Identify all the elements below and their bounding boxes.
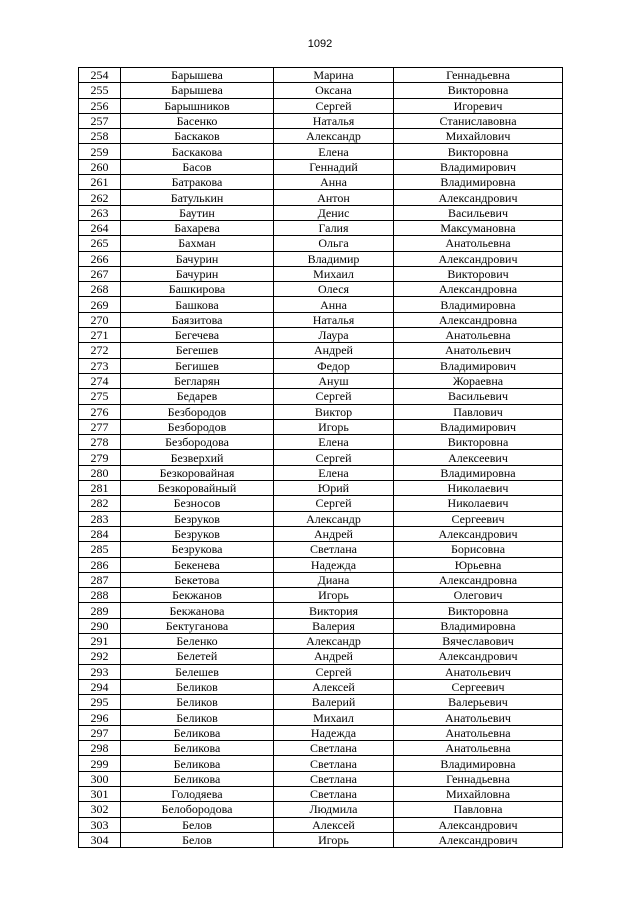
row-number-cell: 304 [79,832,121,847]
row-number-cell: 259 [79,144,121,159]
last-name-cell: Безкоровайная [121,465,274,480]
row-number-cell: 265 [79,236,121,251]
table-row [79,68,563,83]
first-name-cell: Александр [274,633,394,648]
first-name-cell: Светлана [274,542,394,557]
table-row [79,297,563,312]
last-name-cell: Бегишев [121,358,274,373]
first-name-cell: Светлана [274,771,394,786]
patronymic-cell: Анатольевна [394,328,563,343]
first-name-cell: Оксана [274,83,394,98]
last-name-cell: Беликов [121,679,274,694]
first-name-cell: Светлана [274,741,394,756]
last-name-cell: Безбородов [121,419,274,434]
table-row [79,129,563,144]
patronymic-cell: Владимировна [394,618,563,633]
table-row [79,220,563,235]
register-table [78,67,563,848]
first-name-cell: Елена [274,144,394,159]
patronymic-cell: Владимировна [394,465,563,480]
last-name-cell: Беликов [121,710,274,725]
table-row [79,542,563,557]
table-row [79,618,563,633]
last-name-cell: Баутин [121,205,274,220]
first-name-cell: Надежда [274,557,394,572]
patronymic-cell: Игоревич [394,98,563,113]
last-name-cell: Барышева [121,83,274,98]
patronymic-cell: Викторовна [394,83,563,98]
row-number-cell: 285 [79,542,121,557]
patronymic-cell: Михайловна [394,786,563,801]
first-name-cell: Елена [274,465,394,480]
table-row [79,725,563,740]
last-name-cell: Батулькин [121,190,274,205]
patronymic-cell: Владимирович [394,159,563,174]
first-name-cell: Светлана [274,756,394,771]
patronymic-cell: Александровна [394,282,563,297]
first-name-cell: Виктория [274,603,394,618]
patronymic-cell: Жораевна [394,373,563,388]
patronymic-cell: Сергеевич [394,679,563,694]
patronymic-cell: Анатольевна [394,725,563,740]
row-number-cell: 297 [79,725,121,740]
table-row [79,557,563,572]
last-name-cell: Безкоровайный [121,481,274,496]
row-number-cell: 273 [79,358,121,373]
row-number-cell: 270 [79,312,121,327]
first-name-cell: Ольга [274,236,394,251]
last-name-cell: Белешев [121,664,274,679]
last-name-cell: Белобородова [121,802,274,817]
patronymic-cell: Вячеславович [394,633,563,648]
row-number-cell: 287 [79,572,121,587]
row-number-cell: 278 [79,435,121,450]
first-name-cell: Сергей [274,664,394,679]
row-number-cell: 291 [79,633,121,648]
last-name-cell: Белов [121,817,274,832]
table-row [79,282,563,297]
last-name-cell: Бекжанова [121,603,274,618]
first-name-cell: Наталья [274,113,394,128]
first-name-cell: Андрей [274,343,394,358]
patronymic-cell: Александрович [394,190,563,205]
first-name-cell: Светлана [274,786,394,801]
table-row [79,312,563,327]
patronymic-cell: Максумановна [394,220,563,235]
row-number-cell: 303 [79,817,121,832]
first-name-cell: Ануш [274,373,394,388]
row-number-cell: 282 [79,496,121,511]
first-name-cell: Владимир [274,251,394,266]
patronymic-cell: Николаевич [394,496,563,511]
patronymic-cell: Анатольевич [394,664,563,679]
first-name-cell: Геннадий [274,159,394,174]
last-name-cell: Безбородова [121,435,274,450]
patronymic-cell: Николаевич [394,481,563,496]
patronymic-cell: Анатольевич [394,710,563,725]
first-name-cell: Алексей [274,679,394,694]
row-number-cell: 255 [79,83,121,98]
patronymic-cell: Борисовна [394,542,563,557]
row-number-cell: 256 [79,98,121,113]
last-name-cell: Беленко [121,633,274,648]
patronymic-cell: Александрович [394,526,563,541]
first-name-cell: Валерия [274,618,394,633]
last-name-cell: Баскакова [121,144,274,159]
patronymic-cell: Анатольевич [394,343,563,358]
first-name-cell: Анна [274,175,394,190]
table-row [79,756,563,771]
row-number-cell: 277 [79,419,121,434]
row-number-cell: 293 [79,664,121,679]
row-number-cell: 288 [79,588,121,603]
first-name-cell: Игорь [274,419,394,434]
last-name-cell: Бекжанов [121,588,274,603]
table-row [79,358,563,373]
row-number-cell: 292 [79,649,121,664]
table-row [79,144,563,159]
last-name-cell: Бахарева [121,220,274,235]
table-row [79,695,563,710]
first-name-cell: Диана [274,572,394,587]
patronymic-cell: Владимировна [394,297,563,312]
last-name-cell: Беликова [121,725,274,740]
patronymic-cell: Михайлович [394,129,563,144]
patronymic-cell: Владимирович [394,419,563,434]
patronymic-cell: Александрович [394,832,563,847]
table-row [79,98,563,113]
row-number-cell: 262 [79,190,121,205]
row-number-cell: 284 [79,526,121,541]
first-name-cell: Наталья [274,312,394,327]
row-number-cell: 254 [79,68,121,83]
table-row [79,496,563,511]
patronymic-cell: Александрович [394,817,563,832]
table-row [79,404,563,419]
table-row [79,771,563,786]
last-name-cell: Бачурин [121,266,274,281]
row-number-cell: 296 [79,710,121,725]
patronymic-cell: Викторовна [394,603,563,618]
first-name-cell: Людмила [274,802,394,817]
patronymic-cell: Александровна [394,312,563,327]
table-row [79,175,563,190]
table-row [79,236,563,251]
patronymic-cell: Олегович [394,588,563,603]
table-row [79,343,563,358]
patronymic-cell: Станиславовна [394,113,563,128]
register-table-body [79,68,563,848]
last-name-cell: Бедарев [121,389,274,404]
first-name-cell: Федор [274,358,394,373]
first-name-cell: Лаура [274,328,394,343]
table-row [79,205,563,220]
patronymic-cell: Владимировна [394,175,563,190]
first-name-cell: Юрий [274,481,394,496]
patronymic-cell: Викторович [394,266,563,281]
table-row [79,710,563,725]
first-name-cell: Сергей [274,450,394,465]
row-number-cell: 269 [79,297,121,312]
last-name-cell: Барышников [121,98,274,113]
table-row [79,419,563,434]
row-number-cell: 298 [79,741,121,756]
patronymic-cell: Геннадьевна [394,771,563,786]
patronymic-cell: Алексеевич [394,450,563,465]
patronymic-cell: Васильевич [394,205,563,220]
patronymic-cell: Владимирович [394,358,563,373]
row-number-cell: 267 [79,266,121,281]
table-row [79,83,563,98]
first-name-cell: Надежда [274,725,394,740]
patronymic-cell: Владимировна [394,756,563,771]
table-row [79,649,563,664]
table-row [79,664,563,679]
table-row [79,526,563,541]
first-name-cell: Александр [274,129,394,144]
table-row [79,266,563,281]
last-name-cell: Безруков [121,526,274,541]
row-number-cell: 266 [79,251,121,266]
row-number-cell: 261 [79,175,121,190]
table-row [79,481,563,496]
last-name-cell: Беликова [121,741,274,756]
first-name-cell: Денис [274,205,394,220]
table-row [79,741,563,756]
first-name-cell: Михаил [274,266,394,281]
patronymic-cell: Геннадьевна [394,68,563,83]
last-name-cell: Безрукова [121,542,274,557]
table-row [79,786,563,801]
last-name-cell: Басенко [121,113,274,128]
last-name-cell: Барышева [121,68,274,83]
table-row [79,572,563,587]
first-name-cell: Сергей [274,98,394,113]
row-number-cell: 258 [79,129,121,144]
last-name-cell: Беликова [121,771,274,786]
last-name-cell: Баскаков [121,129,274,144]
row-number-cell: 300 [79,771,121,786]
row-number-cell: 263 [79,205,121,220]
first-name-cell: Олеся [274,282,394,297]
row-number-cell: 275 [79,389,121,404]
patronymic-cell: Валерьевич [394,695,563,710]
table-row [79,251,563,266]
table-row [79,389,563,404]
table-row [79,832,563,847]
last-name-cell: Бектуганова [121,618,274,633]
last-name-cell: Басов [121,159,274,174]
table-row [79,159,563,174]
first-name-cell: Сергей [274,389,394,404]
row-number-cell: 283 [79,511,121,526]
last-name-cell: Батракова [121,175,274,190]
last-name-cell: Бекетова [121,572,274,587]
patronymic-cell: Викторовна [394,144,563,159]
row-number-cell: 264 [79,220,121,235]
patronymic-cell: Сергеевич [394,511,563,526]
last-name-cell: Безруков [121,511,274,526]
last-name-cell: Белов [121,832,274,847]
patronymic-cell: Павловна [394,802,563,817]
first-name-cell: Антон [274,190,394,205]
table-row [79,802,563,817]
first-name-cell: Игорь [274,832,394,847]
patronymic-cell: Павлович [394,404,563,419]
last-name-cell: Бегешев [121,343,274,358]
first-name-cell: Андрей [274,526,394,541]
page-number: 1092 [307,38,333,50]
last-name-cell: Безносов [121,496,274,511]
patronymic-cell: Анатольевна [394,741,563,756]
row-number-cell: 289 [79,603,121,618]
first-name-cell: Михаил [274,710,394,725]
patronymic-cell: Васильевич [394,389,563,404]
last-name-cell: Бахман [121,236,274,251]
first-name-cell: Галия [274,220,394,235]
table-row [79,450,563,465]
table-row [79,435,563,450]
row-number-cell: 276 [79,404,121,419]
table-row [79,588,563,603]
row-number-cell: 295 [79,695,121,710]
patronymic-cell: Александрович [394,251,563,266]
row-number-cell: 290 [79,618,121,633]
last-name-cell: Беликов [121,695,274,710]
row-number-cell: 281 [79,481,121,496]
table-row [79,113,563,128]
first-name-cell: Анна [274,297,394,312]
first-name-cell: Александр [274,511,394,526]
table-row [79,465,563,480]
row-number-cell: 302 [79,802,121,817]
first-name-cell: Игорь [274,588,394,603]
row-number-cell: 257 [79,113,121,128]
table-row [79,328,563,343]
row-number-cell: 274 [79,373,121,388]
row-number-cell: 299 [79,756,121,771]
last-name-cell: Белетей [121,649,274,664]
last-name-cell: Бегечева [121,328,274,343]
row-number-cell: 260 [79,159,121,174]
last-name-cell: Бекенева [121,557,274,572]
last-name-cell: Голодяева [121,786,274,801]
table-row [79,633,563,648]
first-name-cell: Валерий [274,695,394,710]
row-number-cell: 294 [79,679,121,694]
row-number-cell: 280 [79,465,121,480]
patronymic-cell: Юрьевна [394,557,563,572]
last-name-cell: Беликова [121,756,274,771]
table-row [79,511,563,526]
row-number-cell: 286 [79,557,121,572]
first-name-cell: Андрей [274,649,394,664]
row-number-cell: 279 [79,450,121,465]
last-name-cell: Безверхий [121,450,274,465]
last-name-cell: Безбородов [121,404,274,419]
first-name-cell: Елена [274,435,394,450]
first-name-cell: Сергей [274,496,394,511]
table-row [79,817,563,832]
row-number-cell: 271 [79,328,121,343]
patronymic-cell: Анатольевна [394,236,563,251]
table-row [79,679,563,694]
patronymic-cell: Викторовна [394,435,563,450]
table-row [79,373,563,388]
last-name-cell: Бегларян [121,373,274,388]
row-number-cell: 301 [79,786,121,801]
first-name-cell: Марина [274,68,394,83]
last-name-cell: Баязитова [121,312,274,327]
patronymic-cell: Александрович [394,649,563,664]
last-name-cell: Башкова [121,297,274,312]
table-row [79,190,563,205]
first-name-cell: Виктор [274,404,394,419]
patronymic-cell: Александровна [394,572,563,587]
last-name-cell: Башкирова [121,282,274,297]
last-name-cell: Бачурин [121,251,274,266]
first-name-cell: Алексей [274,817,394,832]
table-row [79,603,563,618]
row-number-cell: 268 [79,282,121,297]
row-number-cell: 272 [79,343,121,358]
